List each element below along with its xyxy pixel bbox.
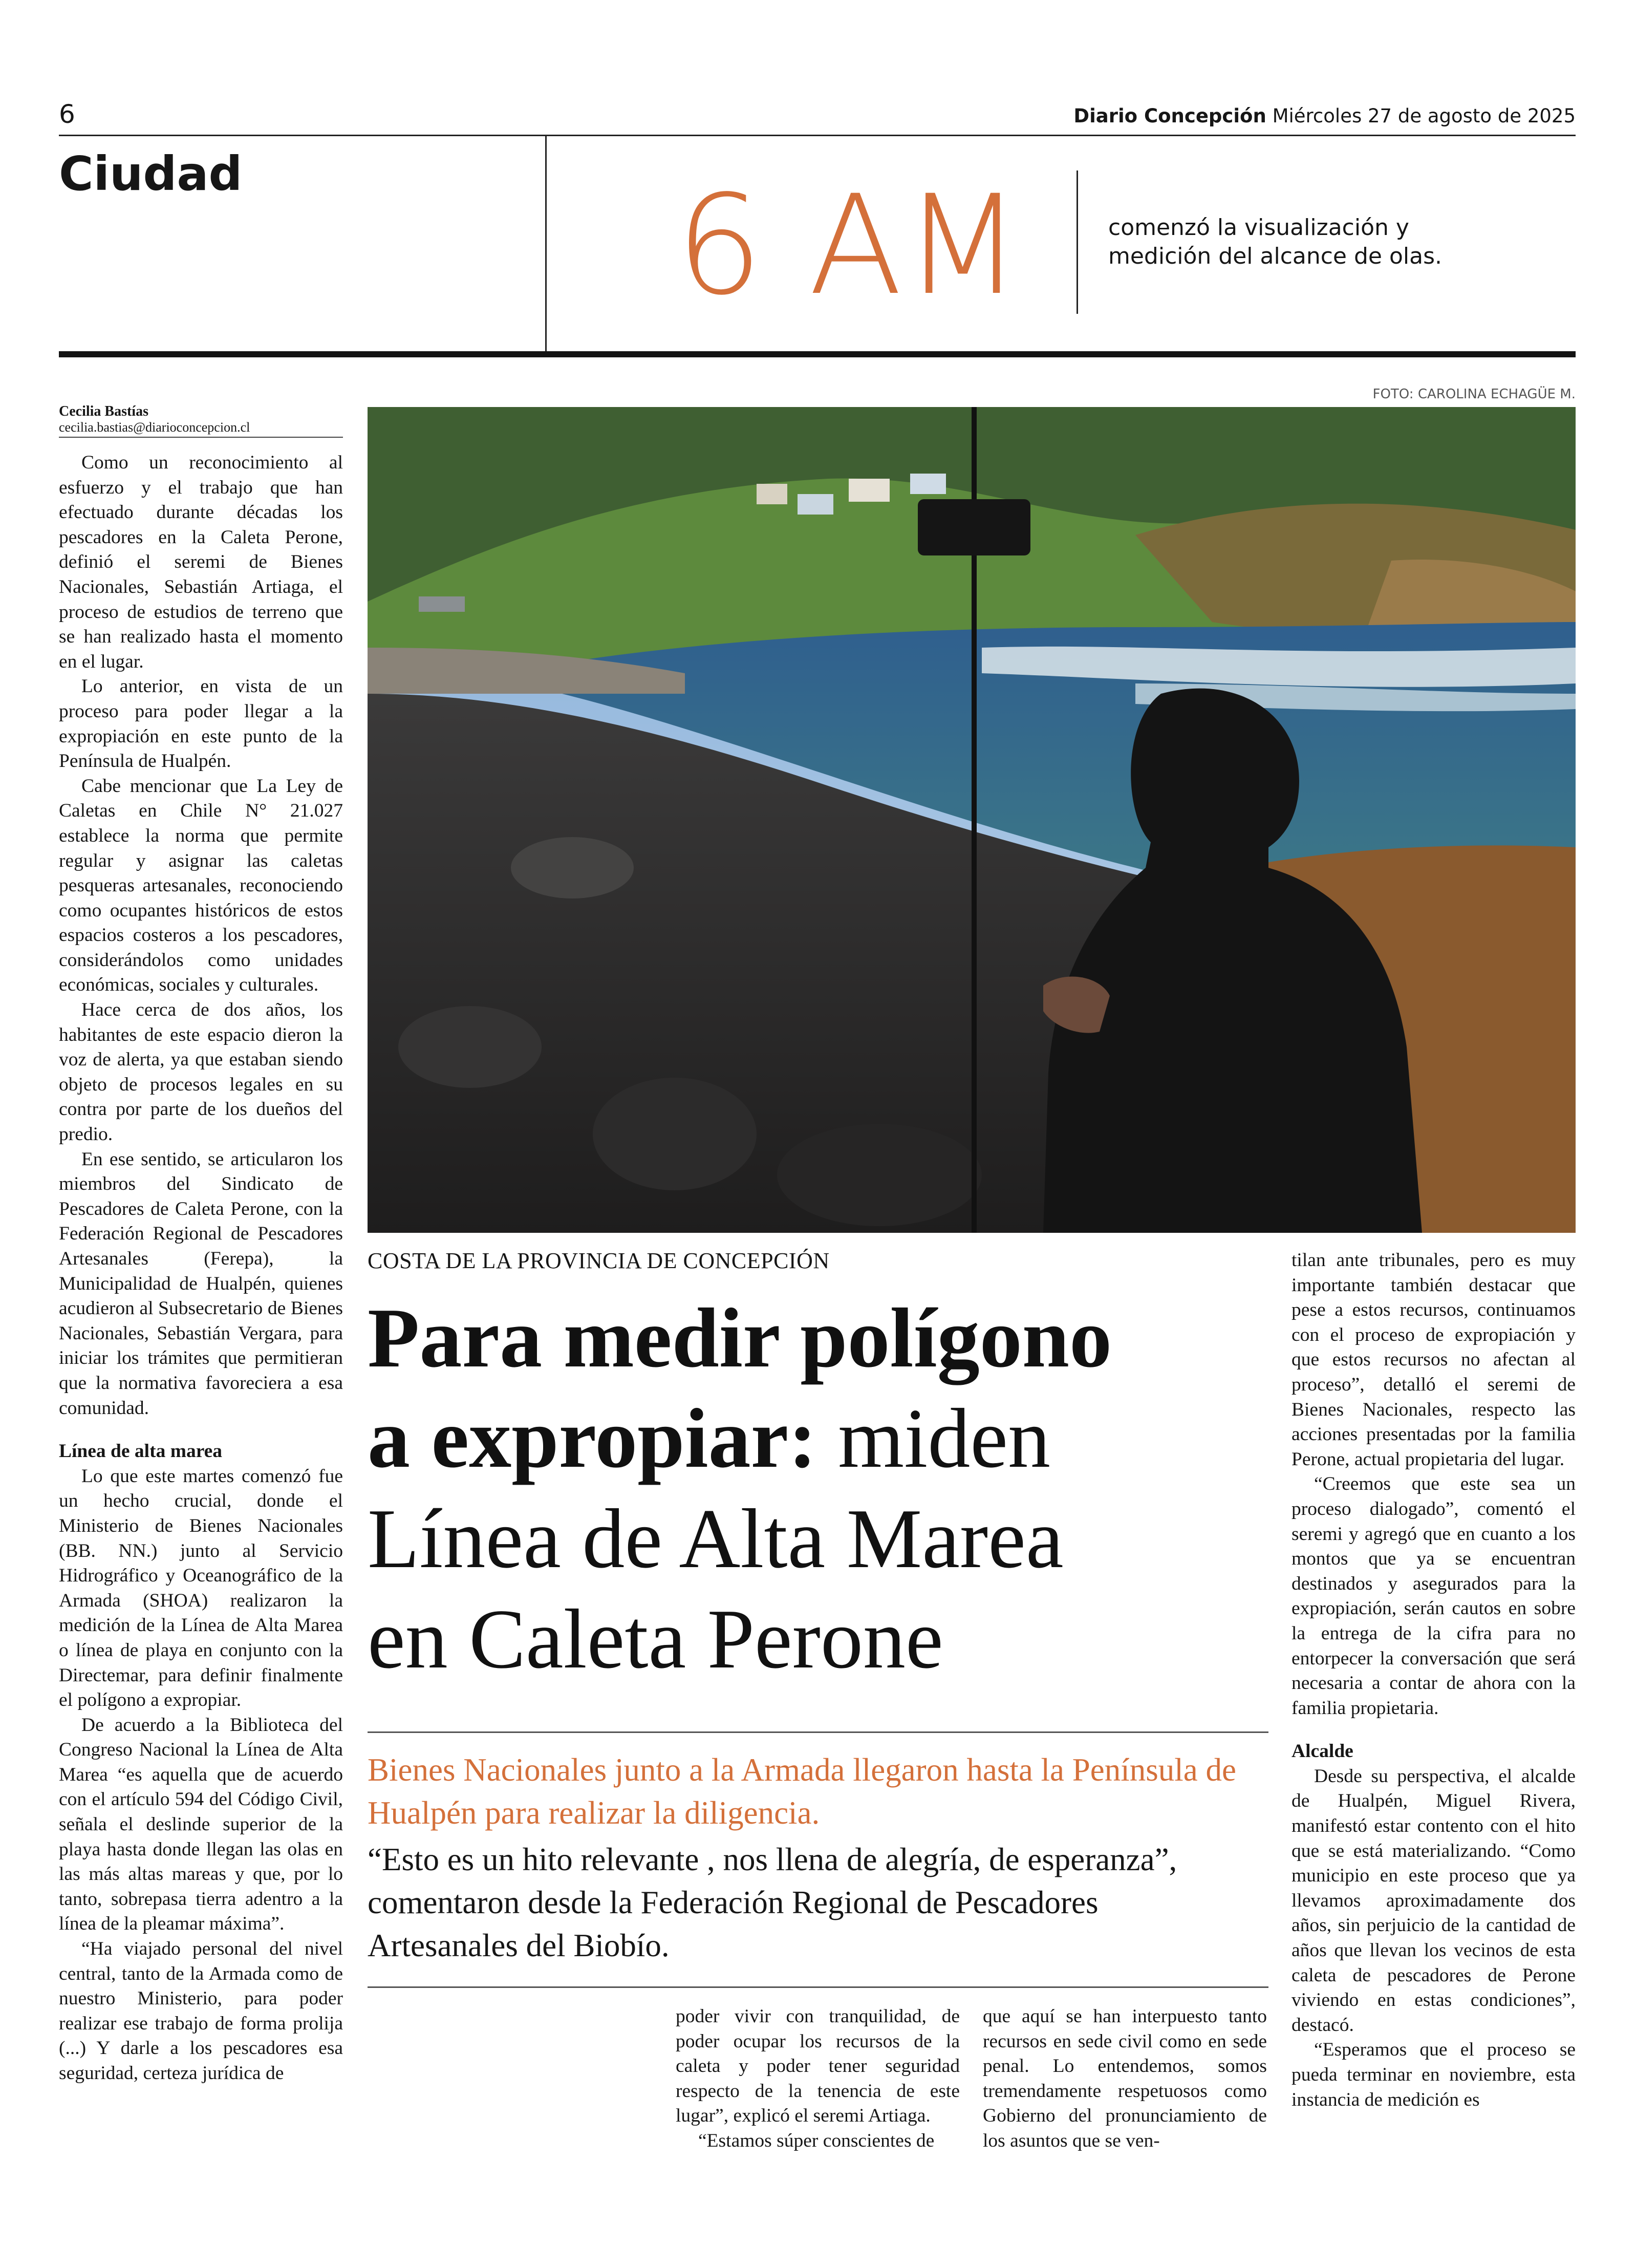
section-title: Ciudad — [59, 146, 243, 201]
byline-rule — [59, 437, 343, 438]
byline-email: cecilia.bastias@diarioconcepcion.cl — [59, 420, 250, 435]
highlight-divider — [1077, 170, 1078, 314]
headline-line-3: Línea de Alta Marea — [368, 1491, 1064, 1586]
paragraph: tilan ante tribunales, pero es muy importante también destacar que pese a estos recursos, continuamos con el proceso de expropiación y que estos recursos no afectan al proceso”, detalló el seremi de Bienes Nacionales, respecto las acciones presentadas por la familia Perone, actual propietaria del lugar. — [1291, 1250, 1576, 1470]
quote-rule — [368, 1986, 1268, 1988]
column-2 — [676, 2004, 960, 2154]
header-bottom-rule — [59, 351, 1576, 357]
paragraph: Cabe mencionar que La Ley de Caletas en Chile N° 21.027 establece la norma que permite regular y asignar las caletas pesqueras artesanales, reconociendo como ocupantes históricos de estos espacios costeros a los pescadores, considerándolos como unidades económicas, sociales y culturales. — [59, 775, 343, 996]
newspaper-name: Diario Concepción — [1073, 105, 1266, 127]
paragraph: Como un reconocimiento al esfuerzo y el trabajo que han efectuado durante décadas los pescadores en la Caleta Perone, definió el seremi de Bienes Nacionales, Sebastián Artiaga, el proceso de estudios de terreno que se han realizado hasta el momento en el lugar. — [59, 452, 343, 672]
paragraph: “Estamos súper conscientes de — [698, 2130, 935, 2151]
masthead-date — [1073, 105, 1576, 127]
pull-quote: “Esto es un hito relevante , nos llena de alegría, de esperanza”, comentaron desde la Federación Regional de Pescadores Artesanales del Biobío. — [368, 1842, 1177, 1963]
headline-line-4: en Caleta Perone — [368, 1592, 943, 1686]
headline-title — [368, 1288, 1268, 1689]
page-number: 6 — [59, 99, 75, 129]
issue-date: Miércoles 27 de agosto de 2025 — [1272, 105, 1576, 127]
highlight-number: 6 AM — [676, 166, 1023, 326]
headline-kicker: COSTA DE LA PROVINCIA DE CONCEPCIÓN — [368, 1248, 830, 1273]
paragraph: En ese sentido, se articularon los miembros del Sindicato de Pescadores de Caleta Perone, con la Federación Regional de Pescadores Artesanales (Ferepa), la Municipalidad de Hualpén, quienes acudieron al Subsecretario de Bienes Nacionales, Sebastián Vergara, para iniciar los trámites que permitieran que la normativa favoreciera a esa comunidad. — [59, 1148, 343, 1419]
column-4 — [1291, 1248, 1576, 2112]
byline-author: Cecilia Bastías — [59, 403, 148, 419]
column-3 — [983, 2004, 1267, 2154]
headline-rule — [368, 1731, 1268, 1733]
headline-line-2 — [368, 1388, 1268, 1488]
headline-light-part: miden — [816, 1391, 1051, 1485]
headline-line-1: Para medir polígono — [368, 1291, 1112, 1385]
paragraph: “Ha viajado personal del nivel central, tanto de la Armada como de nuestro Ministerio, para poder realizar ese trabajo de forma prolija (...) Y darle a los pescadores esa seguridad, certeza jurídica de — [59, 1938, 343, 2084]
main-photo — [368, 407, 1576, 1233]
paragraph: Hace cerca de dos años, los habitantes de este espacio dieron la voz de alerta, ya que estaban siendo objeto de procesos legales en su contra por parte de los dueños del predio. — [59, 999, 343, 1145]
paragraph: Desde su perspectiva, el alcalde de Hualpén, Miguel Rivera, manifestó estar contento con el hito que se está materializando. “Como municipio en este proceso que ya llevamos aproximadamente dos años, sin perjuicio de la cantidad de años que llevan los vecinos de esta caleta de pescadores de Perone viviendo en estas condiciones”, destacó. — [1291, 1765, 1576, 2036]
paragraph: Lo anterior, en vista de un proceso para poder llegar a la expropiación en este punto de la Península de Hualpén. — [59, 676, 343, 772]
header-divider-left — [545, 136, 547, 351]
headline-bold-part: a expropiar: — [368, 1391, 817, 1485]
paragraph: que aquí se han interpuesto tanto recursos en sede civil como en sede penal. Lo entendemos, somos tremendamente respetuosos como Gobierno del pronunciamiento de los asuntos que se ven- — [983, 2006, 1267, 2151]
paragraph: “Esperamos que el proceso se pueda terminar en noviembre, esta instancia de medición es — [1291, 2039, 1576, 2110]
column-1 — [59, 451, 343, 2086]
subheading: Línea de alta marea — [59, 1441, 223, 1462]
paragraph: De acuerdo a la Biblioteca del Congreso Nacional la Línea de Alta Marea “es aquella que de acuerdo con el artículo 594 del Código Civil, señala el deslinde superior de la playa hasta donde llegan las olas en las más altas mareas y que, por lo tanto, sobrepasa tierra adentro a la línea de la pleamar máxima”. — [59, 1714, 343, 1935]
highlight-text: comenzó la visualización y medición del alcance de olas. — [1108, 215, 1442, 269]
top-rule — [59, 135, 1576, 136]
paragraph: “Creemos que este sea un proceso dialogado”, comentó el seremi y agregó que en cuanto a los montos que ya se encuentran destinados y asegurados para la expropiación, serán cautos en sobre la entrega de la cifra para no entorpecer la conversación que será necesaria a contar de ahora con la familia propietaria. — [1291, 1473, 1576, 1719]
subheading: Alcalde — [1291, 1741, 1353, 1762]
paragraph: poder vivir con tranquilidad, de poder ocupar los recursos de la caleta y poder tener seguridad respecto de la tenencia de este lugar”, explicó el seremi Artiaga. — [676, 2006, 960, 2127]
headline-deck: Bienes Nacionales junto a la Armada llegaron hasta la Península de Hualpén para realizar la diligencia. — [368, 1752, 1236, 1831]
photo-credit: FOTO: CAROLINA ECHAGÜE M. — [1372, 387, 1576, 402]
paragraph: Lo que este martes comenzó fue un hecho crucial, donde el Ministerio de Bienes Nacionales (BB. NN.) junto al Servicio Hidrográfico y Oceanográfico de la Armada (SHOA) realizaron la medición de la Línea de Alta Marea o línea de playa en conjunto con la Directemar, para definir finalmente el polígono a expropiar. — [59, 1465, 343, 1711]
